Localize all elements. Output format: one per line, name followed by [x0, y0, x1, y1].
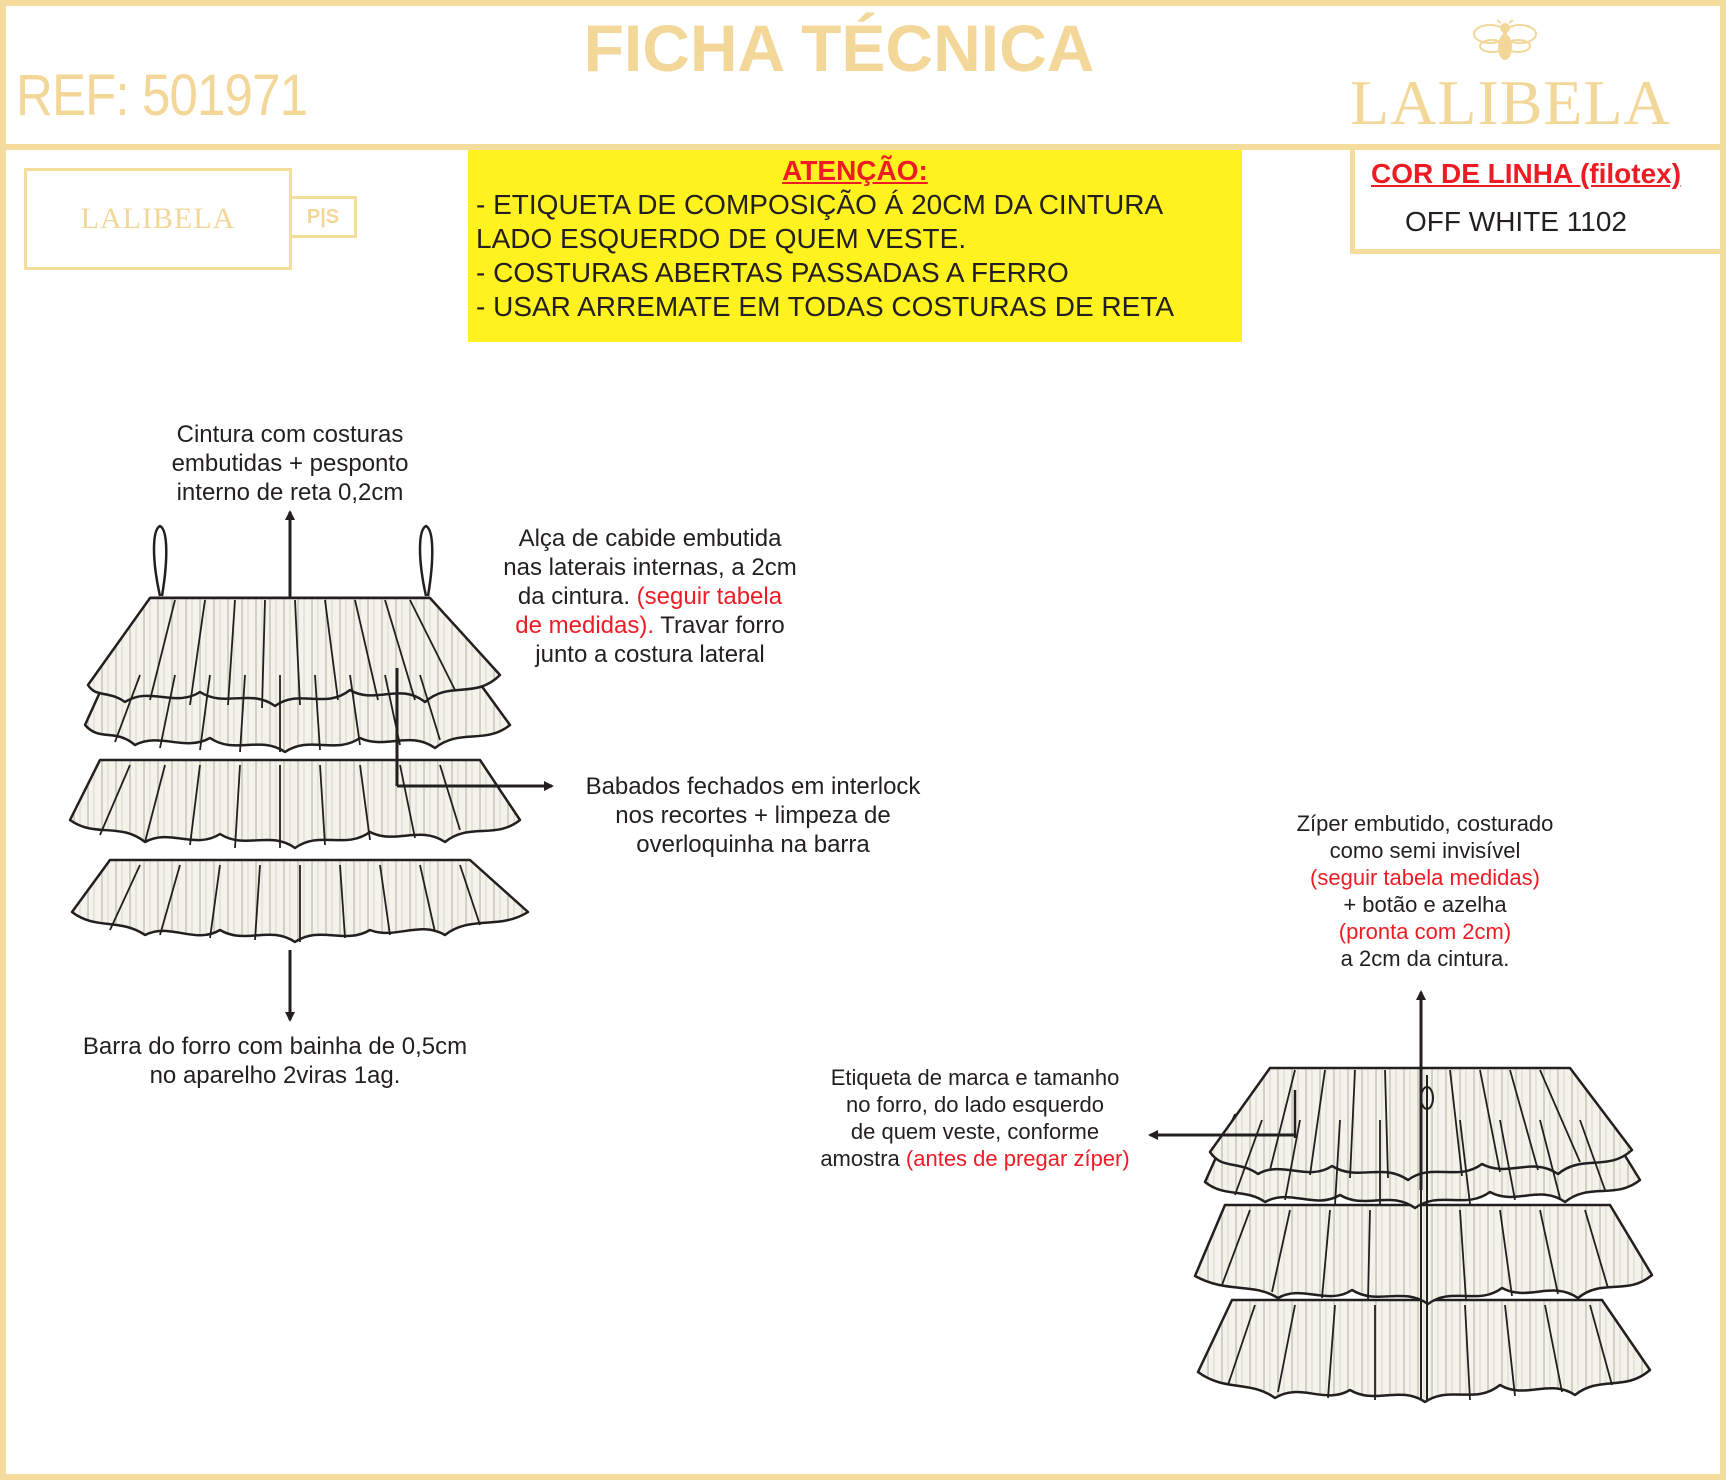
hanger-note-line [470, 582, 830, 611]
waist-note-line: Cintura com costuras [176, 421, 404, 448]
attention-title: ATENÇÃO: [782, 155, 928, 186]
ruffles-note-line: overloquinha na barra [636, 831, 870, 858]
hanger-loop-left [154, 526, 166, 596]
brand-label-note [800, 1064, 1150, 1172]
label-tag-brand: LALIBELA [80, 202, 236, 235]
zipper-note-line: + botão e azelha [1343, 892, 1507, 917]
zipper-note [1265, 810, 1585, 972]
waist-note-line: embutidas + pesponto [171, 450, 409, 477]
hanger-note-highlight: (seguir tabela [636, 583, 783, 610]
hem-note-line: no aparelho 2viras 1ag. [149, 1062, 401, 1089]
brand-label-note-highlight: (antes de pregar zíper) [905, 1146, 1130, 1171]
zipper-note-line: Zíper embutido, costurado [1296, 811, 1554, 836]
thread-color-title: COR DE LINHA (filotex) [1371, 158, 1682, 189]
ruffles-note-line: Babados fechados em interlock [585, 773, 921, 800]
size-tab: P|S [289, 196, 357, 238]
zipper-note-highlight: (seguir tabela medidas) [1310, 865, 1540, 890]
waist-note [140, 420, 440, 507]
brand-name: LALIBELA [1350, 67, 1671, 138]
hanger-note-text: Travar forro [654, 612, 785, 639]
page-title: FICHA TÉCNICA [583, 11, 1095, 85]
back-skirt-drawing [1195, 1068, 1652, 1402]
hanger-loop-note [470, 524, 830, 669]
attention-line: - ETIQUETA DE COMPOSIÇÃO Á 20CM DA CINTURA [476, 189, 1164, 220]
attention-line: - USAR ARREMATE EM TODAS COSTURAS DE RETA [476, 291, 1175, 322]
ruffles-note [560, 772, 946, 859]
hanger-note-line: nas laterais internas, a 2cm [503, 554, 797, 581]
brand-label-note-line: de quem veste, conforme [850, 1119, 1100, 1144]
hanger-note-line: Alça de cabide embutida [518, 525, 782, 552]
thread-color-value: OFF WHITE 1102 [1405, 206, 1627, 237]
brand-label-note-line: Etiqueta de marca e tamanho [830, 1065, 1120, 1090]
hanger-note-line [470, 611, 830, 640]
hanger-note-text: da cintura. [517, 583, 637, 610]
hanger-note-line: junto a costura lateral [535, 641, 765, 668]
brand-label-note-line: no forro, do lado esquerdo [845, 1092, 1105, 1117]
waist-note-line: interno de reta 0,2cm [176, 479, 404, 506]
brand-label-note-line [800, 1145, 1150, 1172]
hanger-loop-right [420, 526, 432, 596]
zipper-note-highlight: (pronta com 2cm) [1338, 919, 1512, 944]
hanger-note-highlight: de medidas). [515, 612, 655, 639]
brand-label-note-text: amostra [820, 1146, 906, 1171]
ruffles-note-line: nos recortes + limpeza de [615, 802, 891, 829]
attention-line: - COSTURAS ABERTAS PASSADAS A FERRO [476, 257, 1069, 288]
hem-note-line: Barra do forro com bainha de 0,5cm [82, 1033, 468, 1060]
reference-number: REF: 501971 [16, 63, 308, 128]
front-skirt-drawing [70, 526, 528, 942]
zipper-note-line: a 2cm da cintura. [1340, 946, 1510, 971]
attention-line: LADO ESQUERDO DE QUEM VESTE. [476, 223, 967, 254]
hem-note [40, 1032, 510, 1090]
zipper-note-line: como semi invisível [1329, 838, 1521, 863]
